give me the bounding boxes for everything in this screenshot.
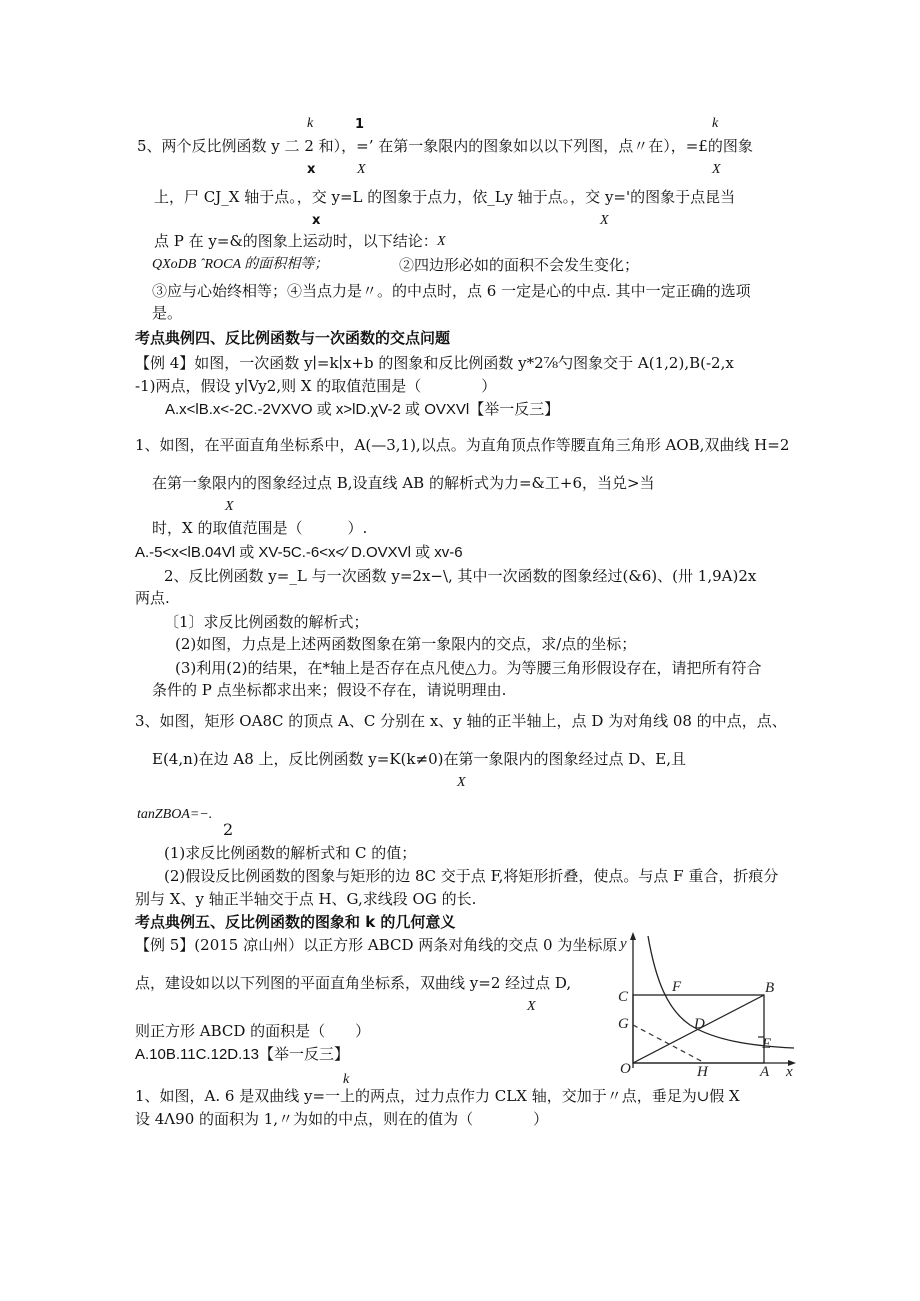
s5-p1-line1: 1、如图，A. 6 是双曲线 y=一上的两点，过力点作力 CLX 轴，交加于〃点，垂足为∪假 X: [135, 1087, 740, 1105]
q5-line1: 5、两个反比例函数 y 二 2 和），=’ 在第一象限内的图象如以以下列图，点〃在），=£的图象: [137, 137, 753, 155]
s4-p3-X: X: [457, 775, 466, 790]
q5-X3: X: [600, 213, 609, 228]
ex5-line2: 点，建设如以以下列图的平面直角坐标系，双曲线 y=2 经过点 D,: [135, 974, 572, 992]
s4-p1-line1: 1、如图，在平面直角坐标系中，A(—3,1),以点。为直角顶点作等腰直角三角形 AOB,双曲线 H=2: [135, 436, 790, 454]
q5-line2: 上，尸 CJ_X 轴于点。，交 y=L 的图象于点力，依_Ly 轴于点。，交 y='的图象于点昆当: [154, 188, 736, 206]
s4-p3-line2: E(4,n)在边 A8 上，反比例函数 y=K(k≠0)在第一象限内的图象经过点 D、E,且: [152, 750, 686, 768]
q5-one: 1: [355, 117, 365, 132]
s4-p2-sub4: 条件的 P 点坐标都求出来；假设不存在，请说明理由.: [152, 681, 507, 699]
label-G: G: [618, 1016, 629, 1032]
label-O: O: [620, 1061, 631, 1077]
section4-title: 考点典例四、反比例函数与一次函数的交点问题: [135, 329, 451, 347]
s4-p1-line2: 在第一象限内的图象经过点 B,设直线 AB 的解析式为力=&工+6，当兑>当: [152, 474, 655, 492]
s4-p1-options: A.-5<x<lB.04Vl 或 XV-5C.-6<x<∕ D.OVXVl 或 xv-6: [135, 544, 463, 561]
label-D: D: [694, 1016, 705, 1032]
ex5-options: A.10B.11C.12D.13【举一反三】: [135, 1046, 349, 1063]
q5-line3: 点 P 在 y=&的图象上运动时，以下结论：: [154, 232, 438, 250]
q5-X2: X: [712, 162, 721, 177]
s5-p1-line2: 设 4Λ90 的面积为 1,〃为如的中点，则在的值为（ ）: [135, 1110, 549, 1128]
s4-p2-sub1: 〔1〕求反比例函数的解析式；: [164, 613, 369, 631]
s4-p3-sub1: (1)求反比例函数的解析式和 C 的值；: [164, 844, 417, 862]
label-F: F: [672, 979, 682, 995]
ex5-line1: 【例 5】(2015 凉山州）以正方形 ABCD 两条对角线的交点 0 为坐标原: [135, 936, 618, 954]
label-E: E: [762, 1036, 772, 1052]
q5-x2: x: [312, 213, 321, 228]
q5-line4b: ②四边形必如的面积不会发生变化；: [399, 256, 640, 274]
ex5-line3: 则正方形 ABCD 的面积是（ ）: [135, 1022, 371, 1040]
s4-p3-sub3: 别与 X、y 轴正半轴交于点 H、G,求线段 OG 的长.: [135, 890, 477, 908]
q5-line4a: QXoDB ˆROCA 的面积相等；: [152, 257, 329, 272]
q5-k1: k: [307, 116, 314, 131]
q5-X1: X: [357, 162, 366, 177]
section5-title: 考点典例五、反比例函数的图象和 k 的几何意义: [135, 913, 456, 931]
label-A: A: [760, 1064, 770, 1078]
label-x: x: [786, 1064, 793, 1078]
q5-x1: x: [307, 162, 316, 177]
q5-X4: X: [437, 234, 446, 249]
s5-p1-k: k: [343, 1072, 350, 1087]
example5-figure: [610, 930, 800, 1078]
label-y: y: [620, 936, 627, 952]
q5-line5: ③应与心始终相等；④当点力是〃。的中点时，点 6 一定是心的中点. 其中一定正确的选项: [152, 282, 751, 300]
y-axis-arrow: [630, 932, 636, 940]
label-C: C: [618, 989, 629, 1005]
s4-p1-line3: 时，X 的取值范围是（ ）.: [152, 519, 368, 537]
s4-p3-line1: 3、如图，矩形 OA8C 的顶点 A、C 分别在 x、y 轴的正半轴上，点 D 为对角线 08 的中点，点、: [135, 712, 787, 730]
ex4-line1: 【例 4】如图，一次函数 y∣=k∣x+b 的图象和反比例函数 y*2⅞勺图象交于 A(1,2),B(-2,x: [135, 354, 734, 372]
ex4-options: A.x<lB.x<-2C.-2VXVO 或 x>lD.χV-2 或 OVXVl【举一反三】: [165, 401, 560, 418]
label-B: B: [765, 980, 775, 996]
ex5-X: X: [527, 999, 536, 1014]
s4-p2-sub3: (3)利用(2)的结果，在*轴上是否存在点凡使△力。为等腰三角形假设存在，请把所有符合: [175, 659, 762, 677]
label-H: H: [697, 1064, 708, 1078]
s4-p3-tan: tanZBOA=−.: [137, 807, 213, 822]
q5-k2: k: [712, 116, 719, 131]
s4-p2-line1: 2、反比例函数 y=_L 与一次函数 y=2x−\, 其中一次函数的图象经过(&6)、(卅 1,9A)2x: [164, 567, 757, 585]
ex4-line2: -1)两点，假设 y∣Vy2,则 X 的取值范围是（ ）: [135, 377, 497, 395]
s4-p1-X: X: [225, 499, 234, 514]
q5-line6: 是。: [152, 304, 183, 322]
s4-p2-line2: 两点.: [135, 589, 170, 607]
s4-p3-two: 2: [223, 820, 234, 839]
s4-p2-sub2: (2)如图，力点是上述两函数图象在第一象限内的交点，求/点的坐标；: [175, 635, 637, 653]
s4-p3-sub2: (2)假设反比例函数的图象与矩形的边 8C 交于点 F,将矩形折叠，使点。与点 F 重合，折痕分: [164, 867, 779, 885]
